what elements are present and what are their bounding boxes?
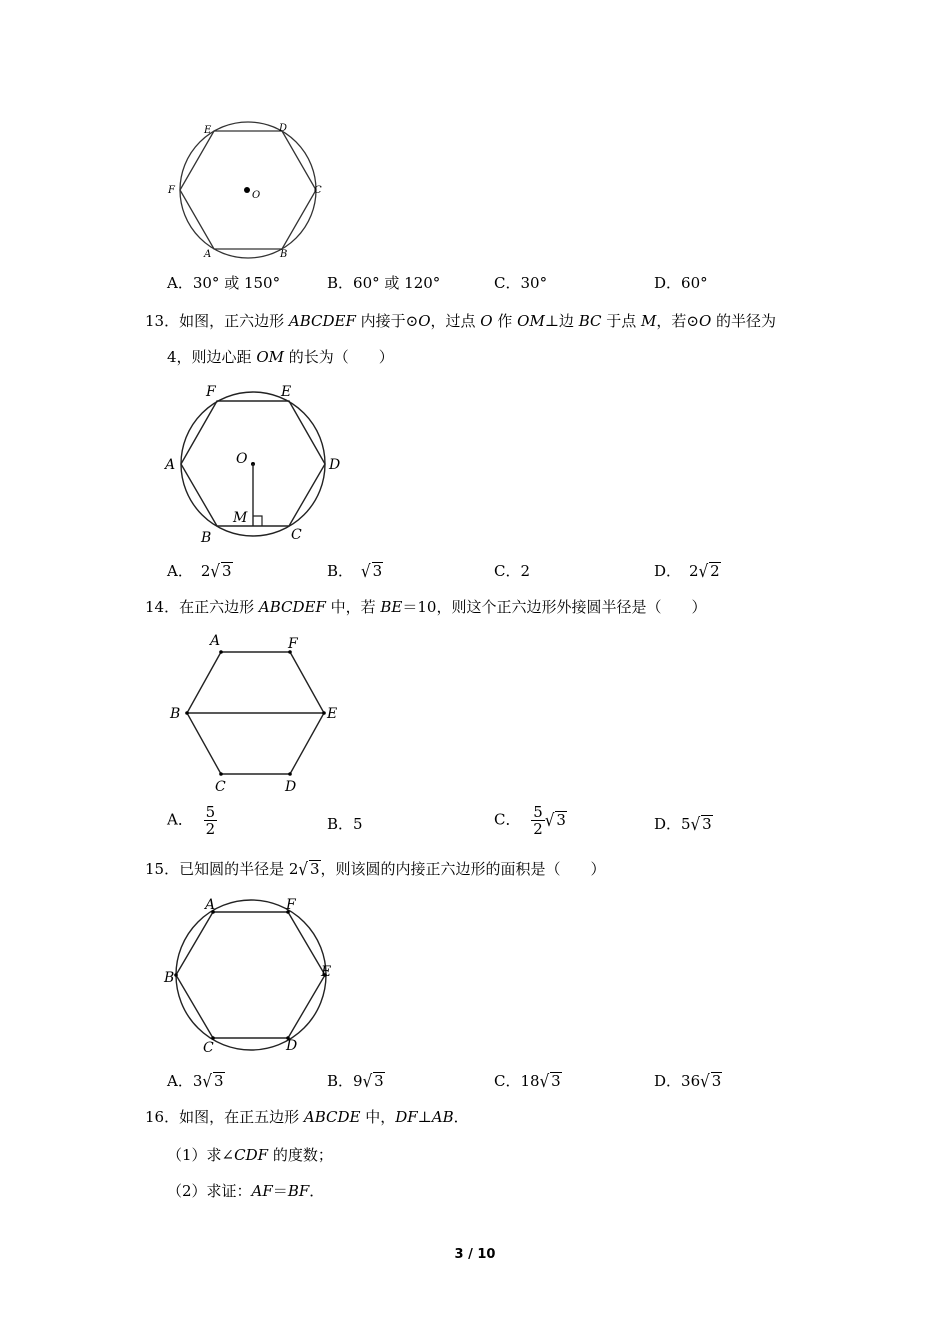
- q12-option-b: B．60° 或 120°: [327, 274, 441, 292]
- q12-label-a: A: [204, 249, 212, 260]
- q15-option-c: C．18√ 3: [494, 1070, 561, 1092]
- q13-stem-line2: 4，则边心距 OM 的长为（ ）: [167, 348, 394, 366]
- q15-option-b: B．9√ 3: [327, 1070, 384, 1092]
- q12-option-a: A．30° 或 150°: [167, 274, 281, 292]
- q15-label-f: F: [286, 897, 296, 913]
- q14-option-b: B．5: [327, 815, 363, 833]
- q13-label-o: O: [236, 451, 248, 467]
- q15-stem: 15．已知圆的半径是 2√ 3，则该圆的内接正六边形的面积是（ ）: [145, 858, 606, 880]
- q12-label-d: D: [279, 123, 288, 134]
- q14-label-c: C: [215, 779, 226, 795]
- q15-hexagon: [176, 912, 325, 1038]
- q15-label-c: C: [203, 1040, 214, 1056]
- page-number: 3 / 10: [454, 1247, 496, 1262]
- q13-label-m: M: [233, 510, 248, 526]
- q13-option-b: B． √ 3: [327, 560, 383, 582]
- q12-option-d: D．60°: [654, 274, 708, 292]
- q14-option-c: C． $\frac{5}{2}$ √ 3: [494, 803, 566, 838]
- q14-label-f: F: [288, 636, 298, 652]
- q12-label-b: B: [280, 249, 288, 260]
- q13-label-b: B: [201, 530, 212, 546]
- q13-option-c: C．2: [494, 562, 531, 580]
- q14-label-e: E: [327, 706, 338, 722]
- q14-option-d: D．5√ 3: [654, 813, 712, 835]
- q13-option-d: D． 2√ 2: [654, 560, 720, 582]
- q12-label-e: E: [204, 125, 212, 136]
- q13-label-e: E: [281, 384, 292, 400]
- q15-option-d: D．36√ 3: [654, 1070, 722, 1092]
- q15-label-b: B: [164, 970, 175, 986]
- q13-label-d: D: [329, 457, 341, 473]
- q16-subquestion-2: （2）求证：AF＝BF．: [167, 1182, 325, 1200]
- q15-label-e: E: [321, 964, 332, 980]
- q13-label-c: C: [291, 527, 302, 543]
- q13-option-a: A． 2√ 3: [167, 560, 232, 582]
- q14-label-a: A: [210, 633, 221, 649]
- q12-label-o: O: [252, 190, 261, 201]
- q13-label-f: F: [206, 384, 216, 400]
- q12-option-c: C．30°: [494, 274, 548, 292]
- q13-stem-line1: 13．如图，正六边形 ABCDEF 内接于⊙O，过点 O 作 OM⊥边 BC 于点 M，若⊙O 的半径为: [145, 312, 777, 330]
- q15-circle: [176, 900, 326, 1050]
- q16-subquestion-1: （1）求∠CDF 的度数；: [167, 1146, 333, 1164]
- q16-stem: 16．如图，在正五边形 ABCDE 中，DF⊥AB．: [145, 1108, 469, 1126]
- q15-label-d: D: [286, 1038, 298, 1054]
- q12-label-c: C: [314, 185, 322, 196]
- q12-label-f: F: [168, 185, 175, 196]
- q14-label-d: D: [285, 779, 297, 795]
- q14-stem: 14．在正六边形 ABCDEF 中，若 BE＝10，则这个正六边形外接圆半径是（ ）: [145, 598, 707, 616]
- q14-label-b: B: [170, 706, 181, 722]
- q15-label-a: A: [205, 897, 216, 913]
- q15-option-a: A．3√ 3: [167, 1070, 224, 1092]
- q14-option-a: A． $\frac{5}{2}$: [167, 803, 216, 838]
- q13-label-a: A: [165, 457, 176, 473]
